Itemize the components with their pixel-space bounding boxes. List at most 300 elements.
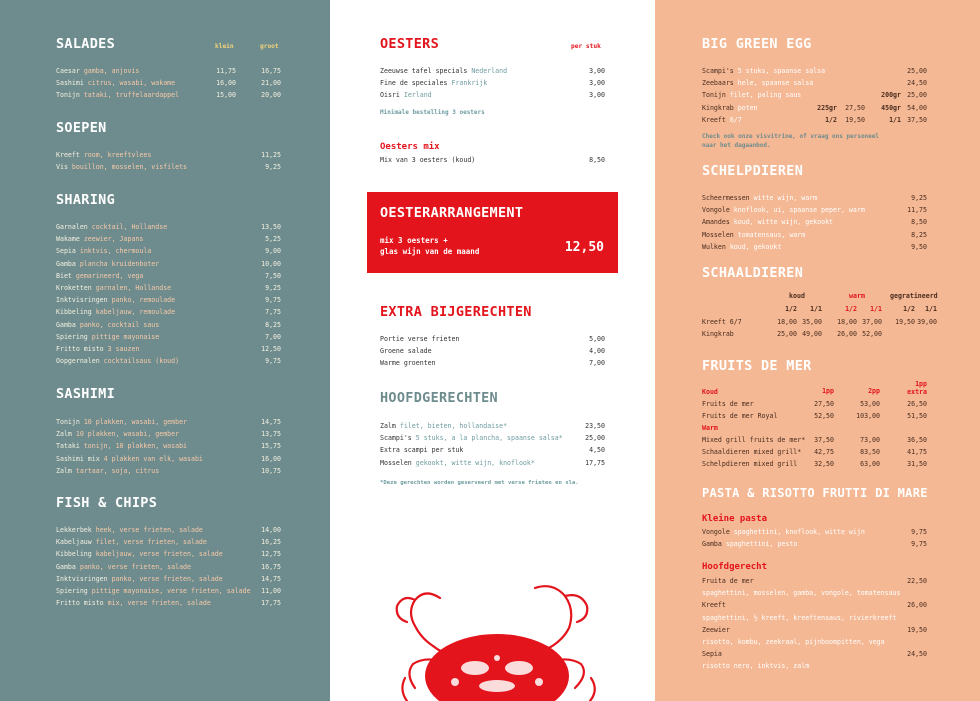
- item-description: spaghettini, ½ kreeft, kreeftensaus, rivierkreeft: [702, 613, 897, 622]
- menu-item-text: [56, 573, 223, 585]
- item-name: Vongole: [702, 528, 730, 536]
- section-title-schaaldieren: SCHAALDIEREN: [702, 265, 804, 281]
- item-price: 13,75: [261, 430, 281, 439]
- sharing-list: [56, 221, 281, 367]
- item-name: Scampi's: [380, 434, 412, 443]
- item-price: 25,00: [585, 434, 605, 443]
- table-sub-head: 1/1: [870, 305, 882, 313]
- menu-item: [56, 465, 281, 477]
- menu-item: [380, 154, 605, 166]
- menu-item: [56, 77, 281, 89]
- menu-item: [380, 77, 605, 89]
- table-cell: 49,00: [802, 330, 822, 338]
- item-size: 1/2: [825, 115, 837, 124]
- table-group-head: warm: [849, 292, 865, 300]
- kleine-pasta-list: [702, 526, 927, 550]
- menu-item: [702, 575, 927, 587]
- menu-item-text: [56, 270, 143, 282]
- hoofdgerecht-pasta-list: [702, 575, 927, 673]
- item-name: Groene salade: [380, 347, 432, 356]
- menu-item: [380, 420, 605, 432]
- menu-item: [702, 114, 927, 126]
- table-row-name: Kingkrab: [702, 330, 734, 338]
- item-price: 9,50: [911, 242, 927, 251]
- item-price: 3,00: [589, 67, 605, 75]
- table-cell: 19,50: [895, 318, 915, 326]
- item-name: Extra scampi per stuk: [380, 446, 464, 455]
- menu-item: [56, 89, 281, 101]
- item-description: spaghettini, mosselen, gamba, vongole, tomatensaus: [702, 589, 901, 598]
- menu-item-text: [56, 453, 203, 465]
- oesters-list: [380, 65, 605, 102]
- menu-item-text: [56, 245, 151, 257]
- item-price: 9,25: [265, 163, 281, 172]
- item-name: Tonijn: [56, 418, 80, 426]
- item-description: garnalen, Hollandse: [95, 283, 172, 292]
- col-head-per-stuk: per stuk: [571, 43, 601, 50]
- menu-item: [702, 192, 927, 204]
- section-title-oesters: OESTERS: [380, 36, 439, 52]
- item-name: Warme groenten: [380, 359, 436, 368]
- menu-item-text: [702, 204, 865, 216]
- oesters-mix-list: [380, 154, 605, 166]
- table-cell: 63,00: [860, 460, 880, 468]
- item-name: Fritto misto: [56, 599, 104, 608]
- menu-item-text: [702, 65, 825, 77]
- menu-column-middle: [330, 0, 655, 701]
- menu-item-text: [56, 294, 175, 306]
- arrangement-line-1: mix 3 oesters +: [380, 236, 448, 245]
- table-row-name: Mixed grill fruits de mer*: [702, 436, 806, 444]
- item-description: bouillon, mosselen, visfilets: [71, 163, 188, 172]
- item-description: spaghettini, knoflook, witte wijn: [733, 528, 865, 536]
- item-description: mix, verse frieten, salade: [107, 599, 211, 608]
- menu-item-text: [380, 89, 432, 101]
- item-price: 15,75: [261, 442, 281, 451]
- menu-item-text: [702, 526, 865, 538]
- menu-item: [56, 343, 281, 355]
- item-price: 22,50: [907, 577, 927, 585]
- table-col-head: extra: [907, 388, 927, 396]
- item-price: 8,25: [265, 320, 281, 329]
- menu-item-text: [56, 89, 179, 101]
- item-name: Scampi's: [702, 67, 734, 75]
- table-row-name: Fruits de mer: [702, 400, 754, 408]
- fish-chips-list: [56, 524, 281, 609]
- menu-item: [380, 444, 605, 456]
- item-name: Wulken: [702, 242, 726, 251]
- menu-item: [56, 355, 281, 367]
- table-cell: 37,50: [814, 436, 834, 444]
- item-name: Fine de speciales: [380, 79, 448, 88]
- item-name: Inktvisringen: [56, 574, 108, 583]
- menu-item-text: [380, 444, 463, 456]
- menu-item-text: [380, 154, 475, 166]
- item-price: 4,50: [589, 446, 605, 455]
- crab-illustration: [385, 578, 615, 701]
- item-description: risotto, kombu, zeekraal, pijnboompitten, vega: [702, 637, 885, 646]
- item-description: plancha kruidenboter: [79, 259, 160, 268]
- item-description: filet, verse frieten, salade: [95, 538, 207, 547]
- fruits-de-mer-table: [702, 380, 927, 475]
- menu-item-text: [56, 306, 175, 318]
- menu-item: [56, 524, 281, 536]
- menu-item: [56, 585, 281, 597]
- item-price: 25,00: [907, 67, 927, 75]
- item-price: 9,00: [265, 247, 281, 256]
- item-description: 5 stuks, spaanse salsa: [737, 67, 826, 75]
- item-price: 12,75: [261, 550, 281, 559]
- item-description: kabeljauw, remoulade: [95, 308, 176, 317]
- koud-label: Koud: [702, 388, 718, 396]
- item-price: 8,25: [911, 230, 927, 239]
- menu-item-text: [56, 282, 171, 294]
- item-price: 7,75: [265, 308, 281, 317]
- item-description: panko, verse frieten, salade: [79, 562, 191, 571]
- item-description: spaghettini, pesto: [725, 540, 798, 549]
- section-title-salades: SALADES: [56, 36, 115, 52]
- item-name: Kibbeling: [56, 308, 92, 317]
- menu-item-text: [56, 524, 203, 536]
- menu-item: [56, 453, 281, 465]
- item-description: koud, gekookt: [729, 242, 782, 251]
- menu-item: [56, 161, 281, 173]
- menu-item-text: [56, 343, 139, 355]
- section-title-hoofdgerechten: HOOFDGERECHTEN: [380, 390, 498, 406]
- table-col-head: 2pp: [868, 387, 880, 395]
- menu-item-text: [56, 536, 207, 548]
- menu-item-text: [380, 333, 459, 345]
- item-price: 14,75: [261, 418, 281, 426]
- item-price: 3,00: [589, 79, 605, 88]
- menu-item-text: [56, 355, 179, 367]
- item-description: tomatensaus, warm: [737, 230, 806, 239]
- item-name: Mosselen: [380, 458, 412, 467]
- item-description: 10 plakken, wasabi, gember: [75, 430, 180, 439]
- item-description: koud, witte wijn, gekookt: [733, 218, 834, 227]
- item-description: Nederland: [471, 67, 508, 75]
- menu-item-text: [702, 241, 781, 253]
- bge-list: [702, 65, 927, 126]
- oesters-mix-title: Oesters mix: [380, 142, 440, 152]
- item-price: 7,00: [265, 332, 281, 341]
- item-price: 10,00: [261, 259, 281, 268]
- item-price: 11,00: [261, 586, 281, 595]
- item-name: Gamba: [702, 540, 722, 549]
- table-cell: 73,00: [860, 436, 880, 444]
- menu-item-text: [56, 221, 167, 233]
- menu-item: [56, 548, 281, 560]
- item-price-groot: 16,75: [261, 67, 281, 75]
- oesters-note: Minimale bestelling 3 oesters: [380, 109, 485, 116]
- schaaldieren-table: [702, 292, 938, 340]
- item-name: Tonijn: [56, 91, 80, 100]
- menu-item: [702, 77, 927, 89]
- item-description: Frankrijk: [451, 79, 488, 88]
- item-price: 16,00: [261, 454, 281, 463]
- item-name: Kingkrab: [702, 103, 734, 112]
- menu-item-text: [56, 597, 211, 609]
- menu-item-text: [380, 357, 436, 369]
- item-description: poten: [737, 103, 758, 112]
- table-group-head: koud: [789, 292, 805, 300]
- table-sub-head: 1/2: [903, 305, 915, 313]
- menu-item-text: [56, 331, 159, 343]
- table-col-head: 1pp: [915, 380, 927, 388]
- section-title-extra-bijgerechten: EXTRA BIJGERECHTEN: [380, 304, 532, 320]
- menu-item-text: [56, 319, 159, 331]
- menu-item-text: [56, 440, 187, 452]
- item-description: tonijn, 10 plakken, wasabi: [83, 442, 188, 451]
- item-price-klein: 11,75: [216, 67, 236, 75]
- item-name: Gamba: [56, 259, 76, 268]
- table-cell: 25,00: [777, 330, 797, 338]
- menu-item: [56, 573, 281, 585]
- menu-item-description-row: [702, 587, 927, 599]
- schelpdieren-list: [702, 192, 927, 253]
- table-cell: 36,50: [907, 436, 927, 444]
- soepen-list: [56, 149, 281, 173]
- item-price: 17,75: [585, 458, 605, 467]
- item-name: Sepia: [702, 650, 722, 659]
- item-name: Kroketten: [56, 283, 92, 292]
- menu-item-text: [56, 548, 223, 560]
- menu-item-text: [702, 229, 805, 241]
- item-name: Oopgernalen: [56, 357, 100, 366]
- item-name: Zalm: [380, 422, 396, 430]
- item-price: 24,50: [907, 79, 927, 88]
- item-description: filet, bieten, hollandaise*: [399, 422, 508, 430]
- item-name: Kreeft: [702, 601, 726, 610]
- warm-label: Warm: [702, 424, 718, 432]
- menu-item: [56, 331, 281, 343]
- item-name: Fruita de mer: [702, 577, 754, 585]
- item-price: 7,00: [589, 359, 605, 368]
- item-description: heek, verse frieten, salade: [95, 526, 203, 534]
- menu-item: [702, 599, 927, 611]
- item-price: 16,25: [261, 538, 281, 547]
- item-price: 19,50: [845, 115, 865, 124]
- section-title-sharing: SHARING: [56, 192, 115, 208]
- menu-item: [56, 561, 281, 573]
- menu-column-left: [0, 0, 330, 701]
- item-price: 17,75: [261, 599, 281, 608]
- table-cell: 31,50: [907, 460, 927, 468]
- kleine-pasta-title: Kleine pasta: [702, 514, 768, 524]
- menu-item-text: [56, 77, 175, 89]
- menu-item: [56, 65, 281, 77]
- item-description: pittige mayonaise, verse frieten, salade: [91, 586, 251, 595]
- item-name: Portie verse frieten: [380, 335, 460, 343]
- menu-item: [380, 457, 605, 469]
- menu-item: [56, 416, 281, 428]
- item-name: Zeebaars: [702, 79, 734, 88]
- menu-item: [702, 648, 927, 660]
- item-price-groot: 21,00: [261, 79, 281, 88]
- menu-item-text: [380, 77, 487, 89]
- item-price: 11,75: [907, 206, 927, 215]
- section-title-pasta-risotto: PASTA & RISOTTO FRUTTI DI MARE: [702, 486, 928, 500]
- menu-item-text: [56, 416, 187, 428]
- section-title-schelpdieren: SCHELPDIEREN: [702, 163, 804, 179]
- item-description: citrus, wasabi, wakame: [87, 79, 176, 88]
- item-price: 27,50: [845, 103, 865, 112]
- item-price: 9,25: [265, 283, 281, 292]
- item-name: Lekkerbek: [56, 526, 92, 534]
- item-description: gemarineerd, vega: [75, 271, 144, 280]
- item-description: gamba, anjovis: [83, 67, 140, 75]
- menu-item-description-row: [702, 612, 927, 624]
- item-description: tartaar, soja, citrus: [75, 466, 160, 475]
- item-name: Biet: [56, 271, 72, 280]
- section-title-fish-chips: FISH & CHIPS: [56, 495, 158, 511]
- menu-item-text: [56, 561, 191, 573]
- item-name: Fritto misto: [56, 344, 104, 353]
- item-name: Vongole: [702, 206, 730, 215]
- menu-item-text: [56, 585, 251, 597]
- item-price: 9,25: [911, 194, 927, 202]
- item-description: filet, paling saus: [729, 91, 802, 100]
- item-name: Vis: [56, 163, 68, 172]
- menu-item-text: [380, 345, 432, 357]
- menu-item: [56, 440, 281, 452]
- item-description: Ierland: [403, 91, 432, 100]
- menu-item-description-row: [702, 636, 927, 648]
- table-cell: 103,00: [856, 412, 880, 420]
- item-name: Gamba: [56, 320, 76, 329]
- table-cell: 27,50: [814, 400, 834, 408]
- menu-item-text: [56, 258, 159, 270]
- hoofdgerecht-title: Hoofdgerecht: [702, 562, 768, 572]
- menu-item: [702, 624, 927, 636]
- menu-item-description-row: [702, 660, 927, 672]
- menu-item: [56, 282, 281, 294]
- item-description: 10 plakken, wasabi, gember: [83, 418, 188, 426]
- menu-item: [56, 149, 281, 161]
- oesterarrangement-title: OESTERARRANGEMENT: [380, 205, 524, 221]
- item-name: Kabeljauw: [56, 538, 92, 547]
- table-cell: 52,50: [814, 412, 834, 420]
- item-price: 23,50: [585, 422, 605, 430]
- menu-item-text: [56, 233, 143, 245]
- table-cell: 39,00: [917, 318, 937, 326]
- item-description: gekookt, witte wijn, knoflook*: [415, 458, 535, 467]
- table-cell: 26,50: [907, 400, 927, 408]
- item-price: 9,75: [265, 357, 281, 366]
- item-price: 11,25: [261, 151, 281, 159]
- item-price-klein: 15,00: [216, 91, 236, 100]
- item-price: 19,50: [907, 625, 927, 634]
- item-price: 26,00: [907, 601, 927, 610]
- item-description: cocktail, Hollandse: [91, 223, 168, 231]
- menu-item: [56, 294, 281, 306]
- item-description: tataki, truffelaardappel: [83, 91, 180, 100]
- item-price: 37,50: [907, 115, 927, 124]
- menu-item: [380, 333, 605, 345]
- table-row-name: Fruits de mer Royal: [702, 412, 778, 420]
- item-price: 9,75: [911, 528, 927, 536]
- item-name: Mosselen: [702, 230, 734, 239]
- menu-item-text: [702, 77, 813, 89]
- menu-item: [56, 258, 281, 270]
- item-description: zeewier, Japans: [83, 235, 144, 244]
- item-description: room, kreeftvlees: [83, 151, 152, 159]
- item-price: 8,50: [911, 218, 927, 227]
- item-description: knoflook, ui, spaanse peper, warm: [733, 206, 865, 215]
- menu-item-text: [56, 149, 151, 161]
- table-col-head: 1pp: [822, 387, 834, 395]
- section-title-fruits-de-mer: FRUITS DE MER: [702, 358, 812, 374]
- table-row-name: Schelpdieren mixed grill: [702, 460, 798, 468]
- menu-item: [56, 245, 281, 257]
- table-sub-head: 1/2: [845, 305, 857, 313]
- menu-item-text: [380, 457, 535, 469]
- item-description: cocktailsaus (koud): [103, 357, 180, 366]
- item-price: 14,75: [261, 574, 281, 583]
- table-cell: 42,75: [814, 448, 834, 456]
- item-price: 12,50: [261, 344, 281, 353]
- menu-item: [380, 432, 605, 444]
- table-cell: 26,00: [837, 330, 857, 338]
- item-price: 8,50: [589, 156, 605, 164]
- table-row-name: Kreeft 6/7: [702, 318, 742, 326]
- item-description: kabeljauw, verse frieten, salade: [95, 550, 223, 559]
- table-cell: 83,50: [860, 448, 880, 456]
- section-title-sashimi: SASHIMI: [56, 386, 115, 402]
- item-description: 4 plakken van elk, wasabi: [103, 454, 203, 463]
- menu-item: [702, 241, 927, 253]
- item-name: Inktvisringen: [56, 296, 108, 305]
- sashimi-list: [56, 416, 281, 477]
- arrangement-price: 12,50: [564, 240, 604, 255]
- item-name: Zalm: [56, 466, 72, 475]
- menu-item-text: [702, 102, 758, 114]
- menu-item: [702, 526, 927, 538]
- item-price: 7,50: [265, 271, 281, 280]
- table-row-name: Schaaldieren mixed grill*: [702, 448, 802, 456]
- menu-item-text: [56, 428, 179, 440]
- table-sub-head: 1/1: [810, 305, 822, 313]
- item-price: 3,00: [589, 91, 605, 100]
- menu-item-text: [702, 192, 817, 204]
- item-name: Zalm: [56, 430, 72, 439]
- item-name: Tonijn: [702, 91, 726, 100]
- item-name: Kreeft: [702, 115, 726, 124]
- menu-item-text: [702, 89, 801, 101]
- item-price: 13,50: [261, 223, 281, 231]
- menu-item: [702, 89, 927, 101]
- table-group-head: gegratineerd: [890, 292, 938, 300]
- item-name: Spiering: [56, 586, 88, 595]
- menu-item: [56, 270, 281, 282]
- menu-item-text: [380, 65, 507, 77]
- menu-item: [380, 345, 605, 357]
- item-price: 5,25: [265, 235, 281, 244]
- menu-item-text: [702, 114, 742, 126]
- item-price-klein: 16,00: [216, 79, 236, 88]
- item-price: 24,50: [907, 650, 927, 659]
- col-head-groot: groot: [260, 43, 279, 50]
- menu-item: [56, 306, 281, 318]
- menu-item-text: [56, 161, 187, 173]
- item-description: pittige mayonaise: [91, 332, 160, 341]
- item-name: Sashimi: [56, 79, 84, 88]
- item-name: Zeewier: [702, 625, 730, 634]
- item-price: 9,75: [911, 540, 927, 549]
- item-name: Sepia: [56, 247, 76, 256]
- item-size: 225gr: [817, 103, 837, 112]
- oesterarrangement-box: [367, 192, 618, 273]
